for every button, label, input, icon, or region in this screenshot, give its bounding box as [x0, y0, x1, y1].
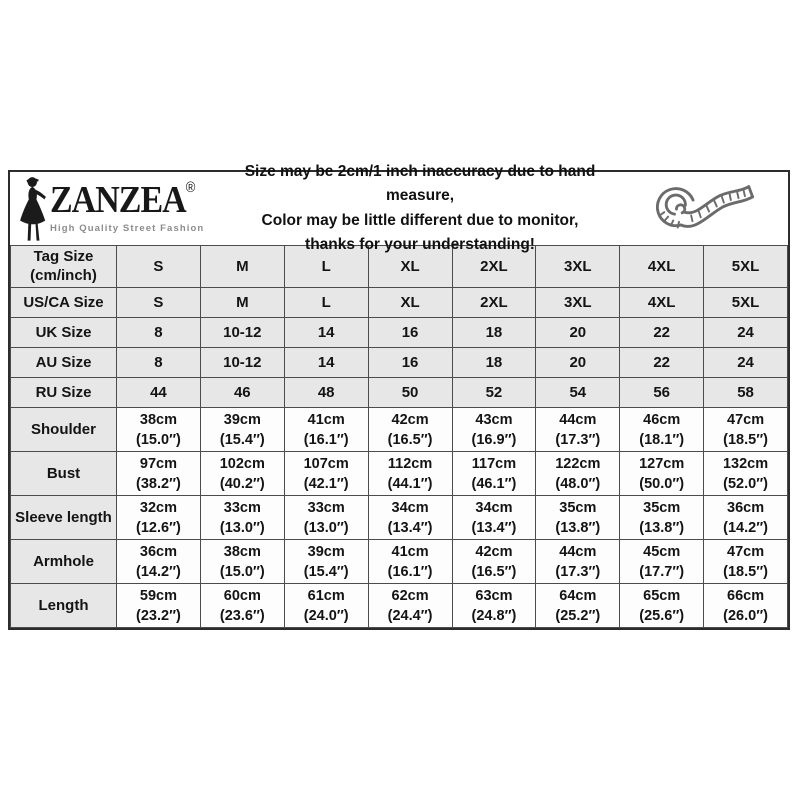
measure-cell: 112cm (44.1″) — [368, 452, 452, 496]
size-cell: 16 — [368, 348, 452, 378]
measure-cell: 127cm (50.0″) — [620, 452, 704, 496]
measure-cell: 42cm (16.5″) — [368, 408, 452, 452]
measure-cell: 64cm (25.2″) — [536, 584, 620, 628]
measure-cell: 47cm (18.5″) — [704, 408, 788, 452]
size-cell: M — [200, 288, 284, 318]
measure-cell: 32cm (12.6″) — [117, 496, 201, 540]
size-cell: 3XL — [536, 246, 620, 288]
table-row-measure — [11, 540, 788, 584]
measure-cell: 33cm (13.0″) — [200, 496, 284, 540]
disclaimer-line-1: Size may be 2cm/1 inch inaccuracy due to hand measure, — [244, 163, 596, 205]
size-cell: 20 — [536, 318, 620, 348]
measure-cell: 122cm (48.0″) — [536, 452, 620, 496]
measure-cell: 132cm (52.0″) — [704, 452, 788, 496]
row-label: Length — [11, 584, 117, 628]
size-cell: 10-12 — [200, 348, 284, 378]
woman-figure-icon — [18, 176, 48, 242]
size-cell: 8 — [117, 318, 201, 348]
measure-cell: 107cm (42.1″) — [284, 452, 368, 496]
brand-logo-text — [50, 178, 205, 234]
row-label: Bust — [11, 452, 117, 496]
size-cell: M — [200, 246, 284, 288]
size-cell: 44 — [117, 378, 201, 408]
measure-cell: 34cm (13.4″) — [452, 496, 536, 540]
row-label: Shoulder — [11, 408, 117, 452]
measure-cell: 35cm (13.8″) — [620, 496, 704, 540]
size-cell: 10-12 — [200, 318, 284, 348]
measure-cell: 47cm (18.5″) — [704, 540, 788, 584]
table-row-measure — [11, 408, 788, 452]
measure-cell: 65cm (25.6″) — [620, 584, 704, 628]
size-cell: 8 — [117, 348, 201, 378]
size-cell: 48 — [284, 378, 368, 408]
table-row-size — [11, 378, 788, 408]
size-cell: 56 — [620, 378, 704, 408]
size-cell: 24 — [704, 348, 788, 378]
size-cell: XL — [368, 246, 452, 288]
measure-cell: 44cm (17.3″) — [536, 408, 620, 452]
brand-name: ZANZEA® — [50, 178, 196, 221]
size-cell: 2XL — [452, 288, 536, 318]
brand-logo — [10, 176, 222, 242]
measure-cell: 62cm (24.4″) — [368, 584, 452, 628]
table-row-size — [11, 348, 788, 378]
registered-mark: ® — [185, 178, 196, 195]
table-row-size — [11, 318, 788, 348]
size-chart-sheet — [8, 163, 790, 630]
measure-cell: 33cm (13.0″) — [284, 496, 368, 540]
disclaimer-line-2: Color may be little different due to monitor, — [261, 211, 579, 229]
size-cell: L — [284, 288, 368, 318]
measure-cell: 117cm (46.1″) — [452, 452, 536, 496]
size-cell: XL — [368, 288, 452, 318]
measure-cell: 41cm (16.1″) — [368, 540, 452, 584]
table-row-size — [11, 288, 788, 318]
measure-cell: 63cm (24.8″) — [452, 584, 536, 628]
disclaimer-line-3: thanks for your understanding! — [305, 235, 535, 253]
measure-cell: 43cm (16.9″) — [452, 408, 536, 452]
measure-cell: 46cm (18.1″) — [620, 408, 704, 452]
size-cell: 5XL — [704, 288, 788, 318]
size-cell: 20 — [536, 348, 620, 378]
measure-cell: 44cm (17.3″) — [536, 540, 620, 584]
row-label: RU Size — [11, 378, 117, 408]
measure-cell: 102cm (40.2″) — [200, 452, 284, 496]
table-row-measure — [11, 452, 788, 496]
size-cell: 24 — [704, 318, 788, 348]
measure-cell: 66cm (26.0″) — [704, 584, 788, 628]
brand-tagline: High Quality Street Fashion — [50, 222, 205, 234]
size-cell: 54 — [536, 378, 620, 408]
row-label: AU Size — [11, 348, 117, 378]
measure-cell: 38cm (15.0″) — [117, 408, 201, 452]
size-cell: 18 — [452, 318, 536, 348]
size-table — [10, 245, 788, 628]
measure-cell: 45cm (17.7″) — [620, 540, 704, 584]
size-cell: 14 — [284, 318, 368, 348]
size-cell: 5XL — [704, 246, 788, 288]
size-cell: 58 — [704, 378, 788, 408]
size-cell: 18 — [452, 348, 536, 378]
row-label: Sleeve length — [11, 496, 117, 540]
size-cell: 14 — [284, 348, 368, 378]
measure-cell: 41cm (16.1″) — [284, 408, 368, 452]
measure-cell: 97cm (38.2″) — [117, 452, 201, 496]
size-cell: 16 — [368, 318, 452, 348]
table-row-measure — [11, 496, 788, 540]
size-cell: 22 — [620, 318, 704, 348]
size-cell: 2XL — [452, 246, 536, 288]
measure-cell: 35cm (13.8″) — [536, 496, 620, 540]
size-cell: 4XL — [620, 288, 704, 318]
size-cell: 4XL — [620, 246, 704, 288]
measure-cell: 59cm (23.2″) — [117, 584, 201, 628]
row-label: Armhole — [11, 540, 117, 584]
size-cell: 52 — [452, 378, 536, 408]
measure-cell: 39cm (15.4″) — [284, 540, 368, 584]
measuring-tape-icon — [628, 177, 778, 241]
measure-cell: 34cm (13.4″) — [368, 496, 452, 540]
size-cell: 3XL — [536, 288, 620, 318]
measuring-tape-wrap — [618, 177, 788, 241]
size-cell: S — [117, 246, 201, 288]
row-label: UK Size — [11, 318, 117, 348]
measure-cell: 36cm (14.2″) — [117, 540, 201, 584]
header-band — [10, 163, 788, 253]
size-cell: 46 — [200, 378, 284, 408]
row-label-tag-size: Tag Size (cm/inch) — [11, 246, 117, 288]
table-row-measure — [11, 584, 788, 628]
measure-cell: 42cm (16.5″) — [452, 540, 536, 584]
measure-cell: 36cm (14.2″) — [704, 496, 788, 540]
disclaimer-text — [222, 160, 618, 256]
measure-cell: 39cm (15.4″) — [200, 408, 284, 452]
measure-cell: 61cm (24.0″) — [284, 584, 368, 628]
size-cell: 50 — [368, 378, 452, 408]
size-cell: L — [284, 246, 368, 288]
measure-cell: 38cm (15.0″) — [200, 540, 284, 584]
row-label: US/CA Size — [11, 288, 117, 318]
size-cell: S — [117, 288, 201, 318]
measure-cell: 60cm (23.6″) — [200, 584, 284, 628]
size-cell: 22 — [620, 348, 704, 378]
